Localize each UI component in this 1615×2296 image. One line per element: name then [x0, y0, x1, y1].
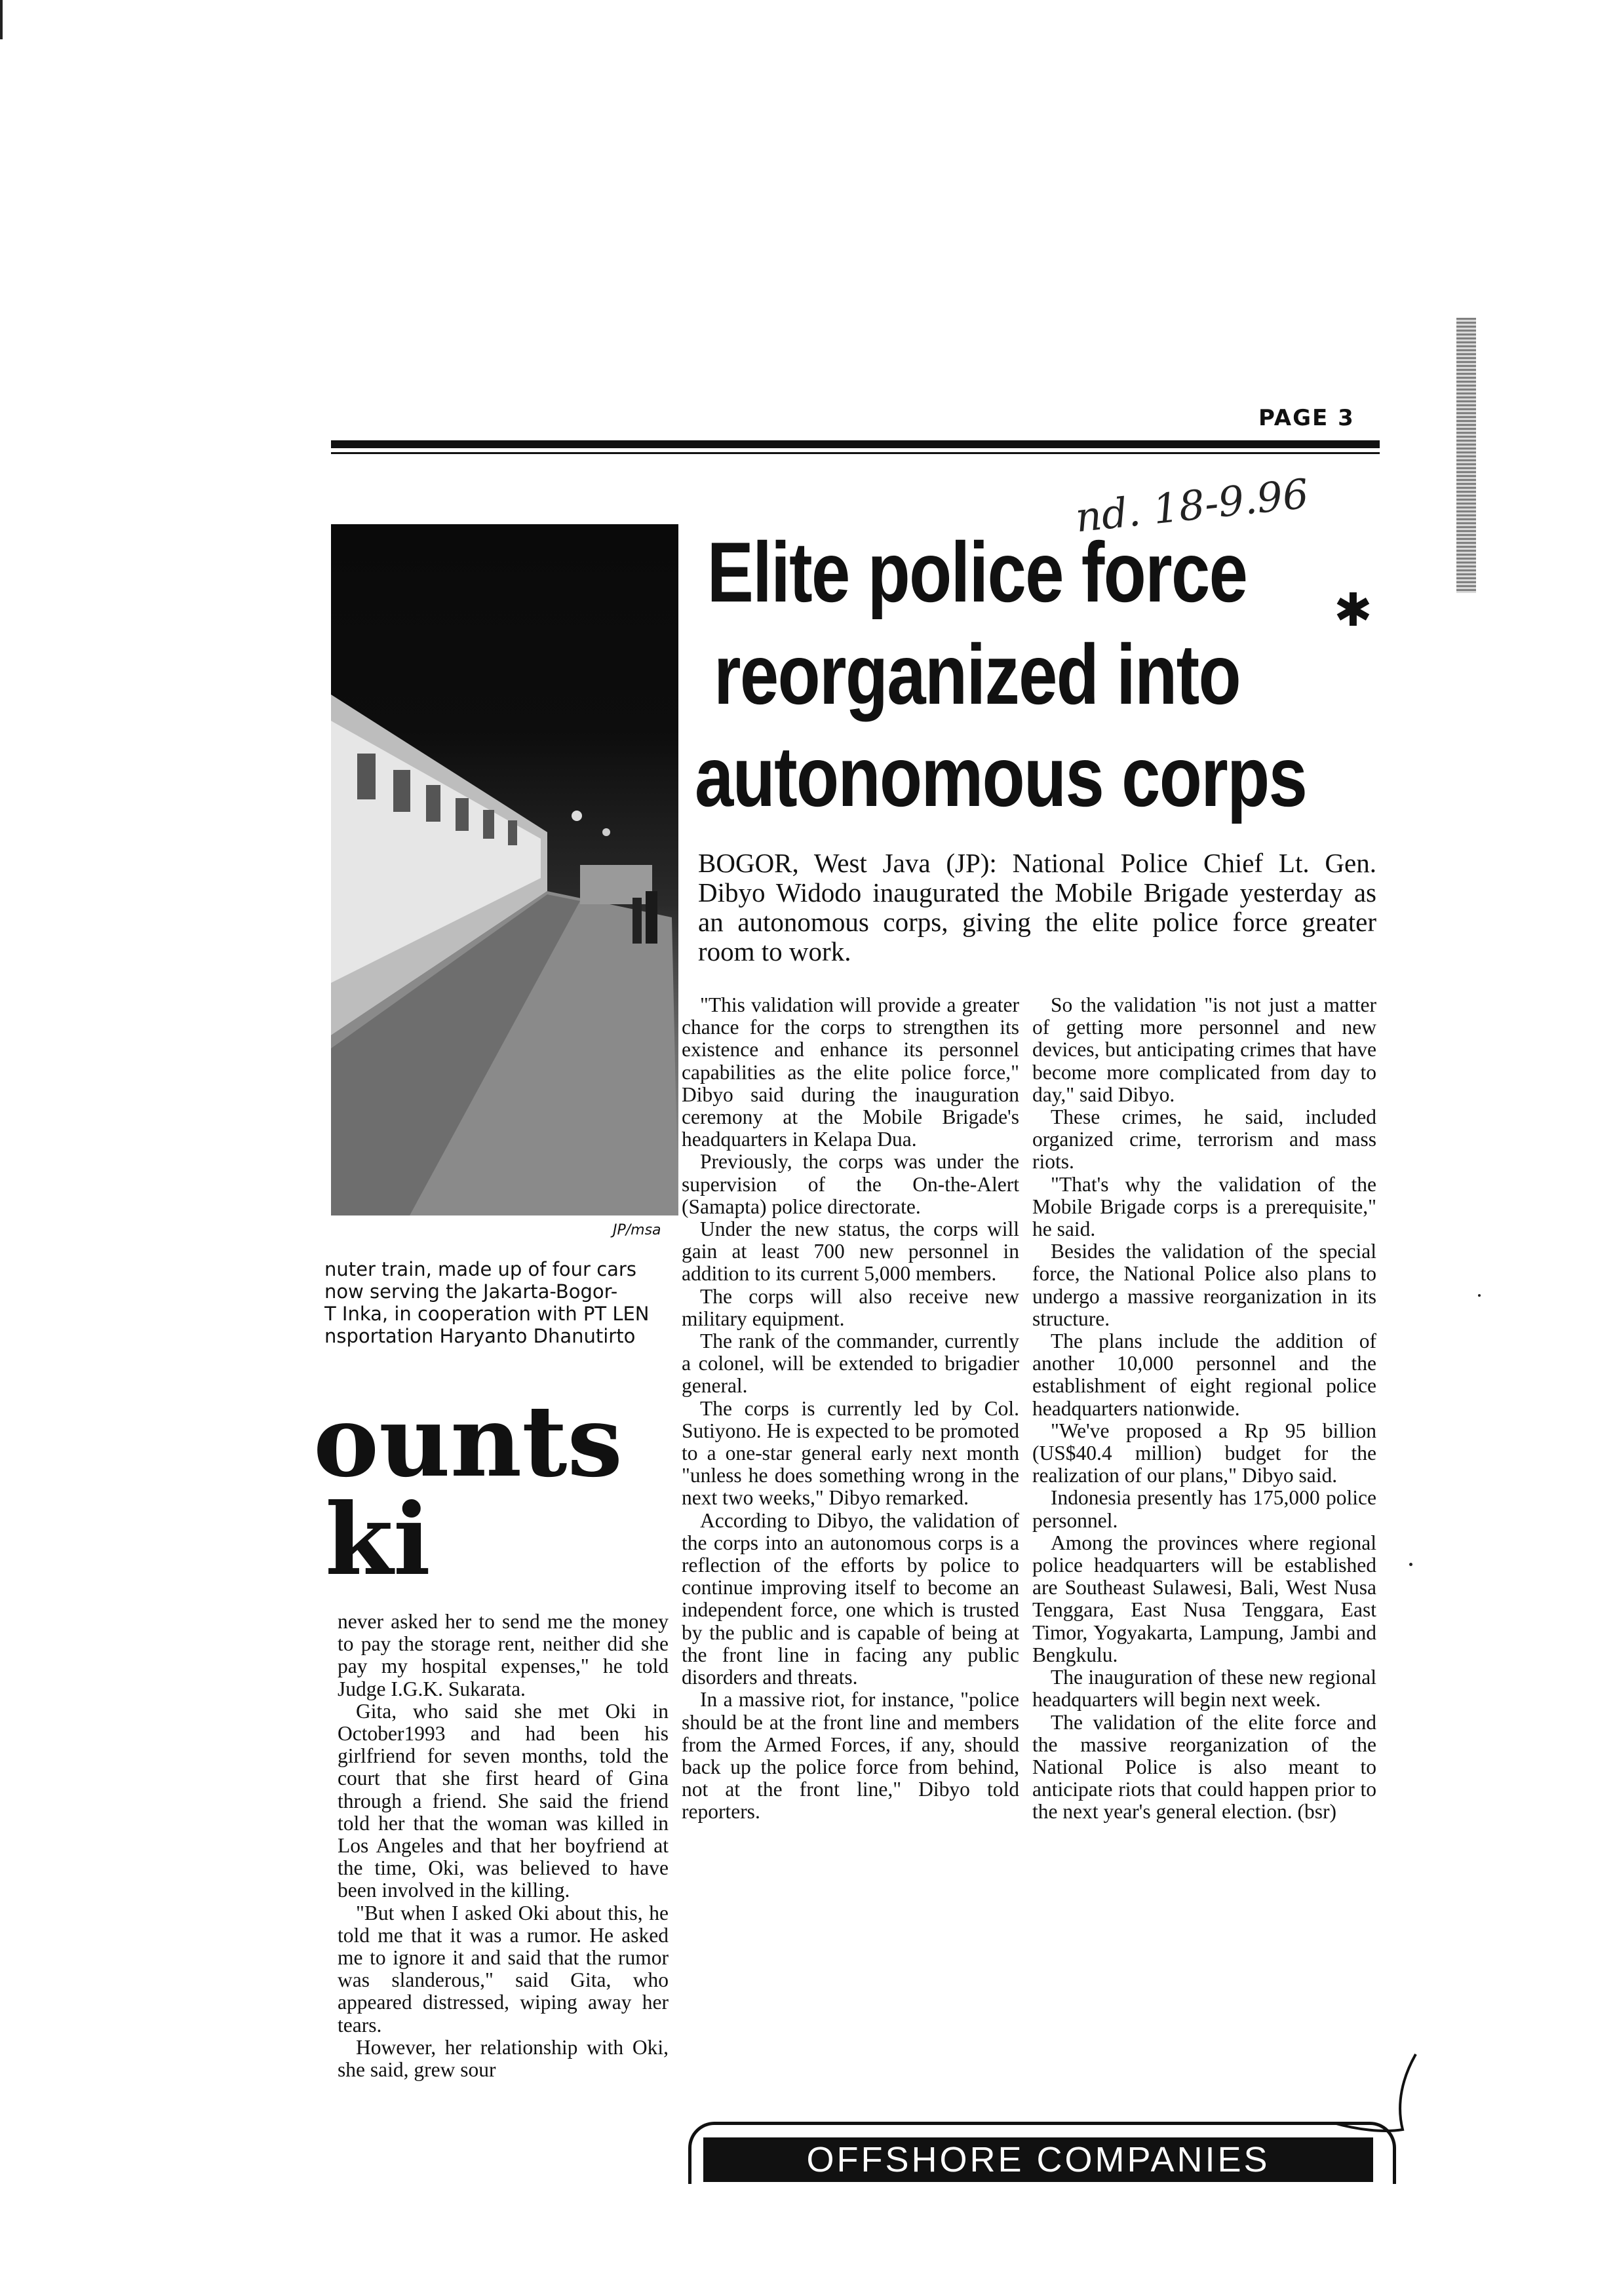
left-story-headline [313, 1384, 623, 1598]
scan-artifact [1409, 1563, 1412, 1566]
scan-artifact [1478, 1294, 1481, 1297]
paragraph: "We've proposed a Rp 95 billion (US$40.4 million) budget for the realization of our plans," Dibyo said. [1032, 1419, 1376, 1487]
train-photo-illustration [331, 524, 678, 1215]
paragraph: In a massive riot, for instance, "police should be at the front line and members from the Armed Forces, if any, should back up the police force from behind, not at the front line," Dibyo told reporters. [682, 1688, 1019, 1824]
photo-credit: JP/msa [613, 1222, 661, 1238]
scan-artifact [0, 0, 3, 39]
article-column-middle [682, 994, 1019, 1824]
paragraph: The plans include the addition of another 10,000 personnel and the establishment of eight regional police headquarters nationwide. [1032, 1330, 1376, 1420]
paragraph: According to Dibyo, the validation of the corps into an autonomous corps is a reflection of the efforts by police to continue improving itself to become an independent force, one which is trusted by the public and is capable of being at the front line in facing any public disorders and threats. [682, 1508, 1019, 1689]
paragraph: These crimes, he said, included organized crime, terrorism and mass riots. [1032, 1105, 1376, 1174]
handwritten-date-note: nd. 18-9.96 [1073, 469, 1311, 542]
scan-artifact [1456, 318, 1476, 593]
paragraph: never asked her to send me the money to pay the storage rent, neither did she pay my hospital expenses," he told Judge I.G.K. Sukarata. [338, 1610, 669, 1700]
article-headline [695, 521, 1307, 828]
left-headline-line: ki [325, 1482, 431, 1598]
paragraph: The inauguration of these new regional headquarters will begin next week. [1032, 1666, 1376, 1712]
caption-line: now serving the Jakarta-Bogor- [324, 1280, 618, 1303]
paragraph: Gita, who said she met Oki in October1993 and had been his girlfriend for seven months, told the court that she first heard of Gina through a friend. She said the friend told her that the woman was killed in Los Angeles and that her boyfriend at the time, Oki, was believed to have been involved in the killing. [338, 1699, 669, 1902]
paragraph: However, her relationship with Oki, she said, grew sour [338, 2035, 669, 2082]
paragraph: Under the new status, the corps will gain at least 700 new personnel in addition to its current 5,000 members. [682, 1217, 1019, 1286]
paragraph: Besides the validation of the special force, the National Police also plans to undergo a massive reorganization in its structure. [1032, 1240, 1376, 1330]
headline-line: reorganized into [714, 626, 1240, 722]
headline-line: Elite police force [707, 524, 1247, 620]
article-column-right [1032, 994, 1376, 1824]
paragraph: The validation of the elite force and the massive reorganization of the National Police is also meant to anticipate riots that could happen prior to the next year's general election. (bsr) [1032, 1710, 1376, 1824]
caption-line: T Inka, in cooperation with PT LEN [324, 1303, 650, 1325]
paragraph: "This validation will provide a greater chance for the corps to strengthen its existence and enhance its personnel capabilities as the elite police force," Dibyo said during the inauguration ceremony at the Mobile Brigade's headquarters in Kelapa Dua. [682, 993, 1019, 1151]
offshore-companies-banner: OFFSHORE COMPANIES [703, 2137, 1373, 2182]
header-rule-thin [331, 452, 1380, 454]
paragraph: "That's why the validation of the Mobile Brigade corps is a prerequisite," he said. [1032, 1172, 1376, 1241]
left-headline-line: ounts [313, 1384, 623, 1499]
paragraph: The corps will also receive new military equipment. [682, 1284, 1019, 1330]
paragraph: So the validation "is not just a matter of getting more personnel and new devices, but anticipating crimes that have become more complicated from day to day," said Dibyo. [1032, 993, 1376, 1106]
paragraph: The corps is currently led by Col. Sutiyono. He is expected to be promoted to a one-star general early next month "unless he does something wrong in the next two weeks," Dibyo remarked. [682, 1396, 1019, 1510]
article-lede: BOGOR, West Java (JP): National Police Chief Lt. Gen. Dibyo Widodo inaugurated the Mobile Brigade yesterday as an autonomous corps, giving the elite police force greater room to work. [698, 848, 1376, 966]
headline-line: autonomous corps [695, 729, 1307, 824]
left-story-column [338, 1611, 669, 2081]
header-rule [331, 440, 1380, 448]
handwritten-star-mark: ✱ [1334, 583, 1372, 637]
train-photo [331, 524, 678, 1215]
photo-caption [324, 1258, 691, 1347]
caption-line: nsportation Haryanto Dhanutirto [324, 1325, 636, 1347]
paragraph: "But when I asked Oki about this, he told me that it was a rumor. He asked me to ignore it and said that the rumor was slanderous," said Gita, who appeared distressed, wiping away her tears. [338, 1901, 669, 2037]
page-number: PAGE 3 [1258, 405, 1355, 431]
paragraph: Previously, the corps was under the supervision of the On-the-Alert (Samapta) police directorate. [682, 1150, 1019, 1218]
paragraph: Among the provinces where regional police headquarters will be established are Southeast Sulawesi, Bali, West Nusa Tenggara, East Nusa Tenggara, East Timor, Yogyakarta, Lampung, Jambi and Bengkulu. [1032, 1531, 1376, 1666]
paragraph: The rank of the commander, currently a colonel, will be extended to brigadier general. [682, 1330, 1019, 1398]
paragraph: Indonesia presently has 175,000 police personnel. [1032, 1486, 1376, 1532]
caption-line: nuter train, made up of four cars [324, 1258, 636, 1280]
